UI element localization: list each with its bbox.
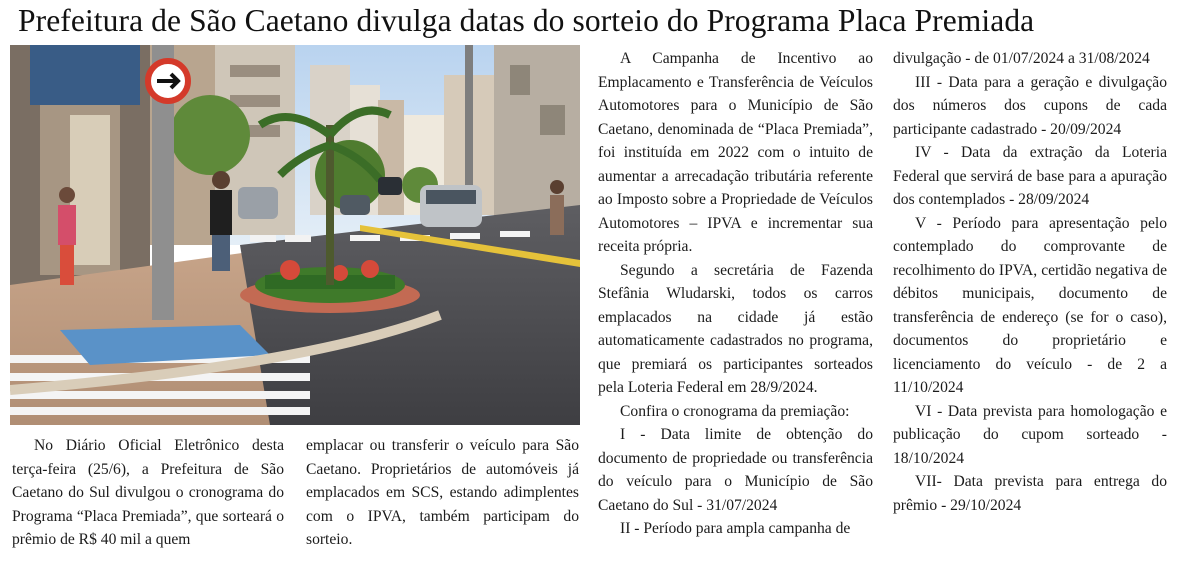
article-column-3 — [598, 47, 873, 541]
paragraph: I - Data limite de obtenção do documento de propriedade ou transferência do veículo para o Município de São Caetano do Sul - 31/07/2024 — [598, 426, 873, 514]
paragraph: Confira o cronograma da premiação: — [620, 402, 850, 420]
paragraph: VII- Data prevista para entrega do prêmio - 29/10/2024 — [893, 473, 1167, 514]
article-column-2 — [306, 434, 579, 552]
headline: Prefeitura de São Caetano divulga datas do sorteio do Programa Placa Premiada — [18, 3, 1035, 38]
paragraph: V - Período para apresentação pelo contemplado do comprovante de recolhimento do IPVA, certidão negativa de débitos municipais, documento de transferência de endereço (se for o caso), documentos do proprietário e licenciamento do veículo - de 2 a 11/10/2024 — [893, 214, 1167, 396]
street-scene-photo — [10, 45, 580, 425]
paragraph: Segundo a secretária de Fazenda Stefânia Wludarski, todos os carros emplacados na cidade já estão automaticamente cadastrados no programa, que premiará os participantes sorteados pela Loteria Federal em 28/9/2024. — [598, 261, 873, 396]
paragraph: II - Período para ampla campanha de — [620, 520, 851, 537]
paragraph: divulgação - de 01/07/2024 a 31/08/2024 — [893, 50, 1150, 67]
paragraph: A Campanha de Incentivo ao Emplacamento e Transferência de Veículos Automotores para o Município de São Caetano, denominada de “Placa Premiada”, foi instituída em 2022 com o intuito de aumentar a arrecadação tributária referente ao Imposto sobre a Propriedade de Veículos Automotores – IPVA e incrementar sua receita própria. — [598, 50, 873, 255]
article-column-4 — [893, 47, 1167, 517]
paragraph: VI - Data prevista para homologação e publicação do cupom sorteado - 18/10/2024 — [893, 402, 1167, 467]
paragraph: emplacar ou transferir o veículo para São Caetano. Proprietários de automóveis já emplacados em SCS, estando adimplentes com o IPVA, também participam do sorteio. — [306, 437, 579, 548]
paragraph: No Diário Oficial Eletrônico desta terça-feira (25/6), a Prefeitura de São Caetano do Sul divulgou o cronograma do Programa “Placa Premiada”, que sorteará o prêmio de R$ 40 mil a quem — [12, 437, 284, 548]
paragraph: IV - Data da extração da Loteria Federal que servirá de base para a apuração dos contemplados - 28/09/2024 — [893, 144, 1167, 208]
paragraph: III - Data para a geração e divulgação dos números dos cupons de cada participante cadastrado - 20/09/2024 — [893, 73, 1167, 138]
article-column-1 — [12, 434, 284, 552]
